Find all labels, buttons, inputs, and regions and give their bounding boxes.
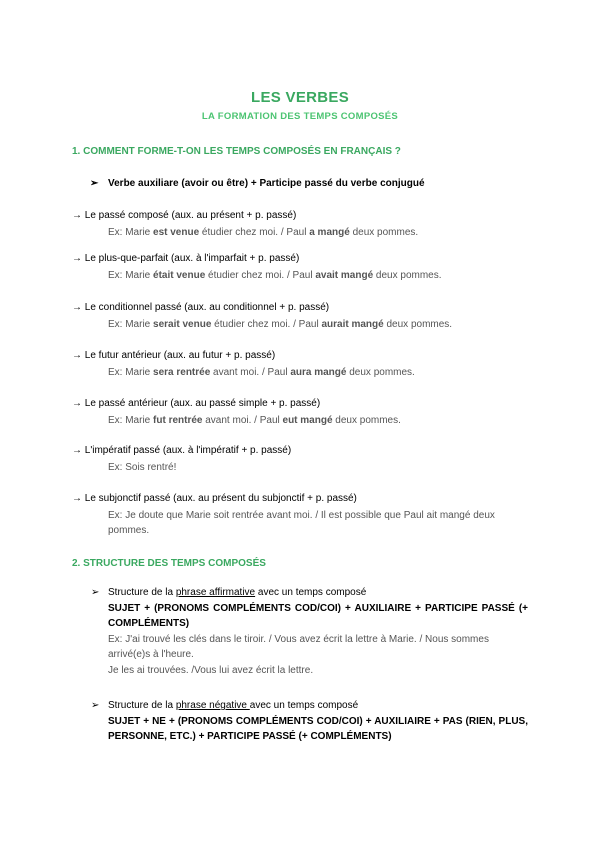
affirmative-example-pronouns: Je les ai trouvées. /Vous lui avez écrit la lettre. — [108, 664, 314, 676]
arrow-icon: → — [72, 445, 82, 456]
tense-example: Ex: Marie est venue étudier chez moi. / Paul a mangé deux pommes. — [108, 227, 419, 238]
tense-label: Le conditionnel passé (aux. au conditionnel + p. passé) — [84, 302, 330, 313]
tense-example: Ex: Sois rentré! — [108, 462, 177, 473]
tense-example: Ex: Marie était venue étudier chez moi. / Paul avait mangé deux pommes. — [108, 270, 442, 281]
tense-subjonctif-passe — [72, 493, 542, 538]
tense-label: Le futur antérieur (aux. au futur + p. passé) — [84, 350, 276, 361]
tense-label: Le plus-que-parfait (aux. à l'imparfait + p. passé) — [84, 253, 300, 264]
affirmative-block: ➢ Structure de la phrase affirmative avec un temps composé SUJET + (PRONOMS COMPLÉMENTS COD/COI) + AUXILIAIRE + PARTICIPE PASSÉ (+ COMPLÉMENTS) Ex: J'ai trouvé les clés dans le tiroir. / Vous avez écrit la lettre à Marie. / Nous sommes arrivé(e)s à l'heure. Je les ai trouvées. /Vous lui avez écrit la lettre. — [108, 585, 528, 678]
negative-formula: SUJET + NE + (PRONOMS COMPLÉMENTS COD/COI) + AUXILIAIRE + PAS (RIEN, PLUS, PERSONNE, ETC.) + PARTICIPE PASSÉ (+ COMPLÉMENTS) — [108, 715, 528, 742]
rule-text: Verbe auxiliare (avoir ou être) + Participe passé du verbe conjugué — [108, 178, 425, 189]
tense-futur-anterieur — [72, 350, 542, 380]
tense-example: Ex: Marie fut rentrée avant moi. / Paul eut mangé deux pommes. — [108, 415, 401, 426]
arrow-bullet-icon: ➢ — [91, 587, 100, 598]
tense-conditionnel-passe — [72, 302, 542, 332]
arrow-icon: → — [72, 493, 82, 504]
tense-label: L'impératif passé (aux. à l'impératif + p. passé) — [84, 445, 292, 456]
page-title: LES VERBES — [250, 89, 350, 106]
tense-example: Ex: Je doute que Marie soit rentrée avant moi. / Il est possible que Paul ait mangé deux pommes. — [108, 510, 495, 536]
affirmative-formula: SUJET + (PRONOMS COMPLÉMENTS COD/COI) + AUXILIAIRE + PARTICIPE PASSÉ (+ COMPLÉMENTS) — [108, 602, 528, 629]
section-2-heading: 2. STRUCTURE DES TEMPS COMPOSÉS — [72, 558, 266, 569]
tense-passe-anterieur — [72, 398, 542, 428]
arrow-icon: → — [72, 210, 82, 221]
tense-example: Ex: Marie sera rentrée avant moi. / Paul aura mangé deux pommes. — [108, 367, 415, 378]
arrow-icon: → — [72, 398, 82, 409]
tense-passe-compose — [72, 210, 542, 240]
tense-label: Le passé composé (aux. au présent + p. passé) — [84, 210, 297, 221]
tense-example: Ex: Marie serait venue étudier chez moi. / Paul aurait mangé deux pommes. — [108, 319, 453, 330]
page-subtitle: LA FORMATION DES TEMPS COMPOSÉS — [201, 111, 399, 122]
tense-imperatif-passe — [72, 445, 542, 475]
tense-plus-que-parfait — [72, 253, 542, 283]
tense-label: Le passé antérieur (aux. au passé simple + p. passé) — [84, 398, 321, 409]
arrow-icon: → — [72, 302, 82, 313]
affirmative-example: Ex: J'ai trouvé les clés dans le tiroir. / Vous avez écrit la lettre à Marie. / Nous sommes arrivé(e)s à l'heure. — [108, 633, 489, 660]
negative-block: ➢ Structure de la phrase négative avec un temps composé SUJET + NE + (PRONOMS COMPLÉMENTS COD/COI) + AUXILIAIRE + PAS (RIEN, PLUS, PERSONNE, ETC.) + PARTICIPE PASSÉ (+ COMPLÉMENTS) — [108, 698, 528, 745]
tense-label: Le subjonctif passé (aux. au présent du subjonctif + p. passé) — [84, 493, 357, 504]
section-1-heading: 1. COMMENT FORME-T-ON LES TEMPS COMPOSÉS EN FRANÇAIS ? — [72, 146, 401, 157]
arrow-bullet-icon: ➢ — [91, 700, 100, 711]
arrow-bullet-icon: ➢ — [90, 178, 99, 189]
arrow-icon: → — [72, 253, 82, 264]
arrow-icon: → — [72, 350, 82, 361]
rule-line — [90, 178, 425, 189]
